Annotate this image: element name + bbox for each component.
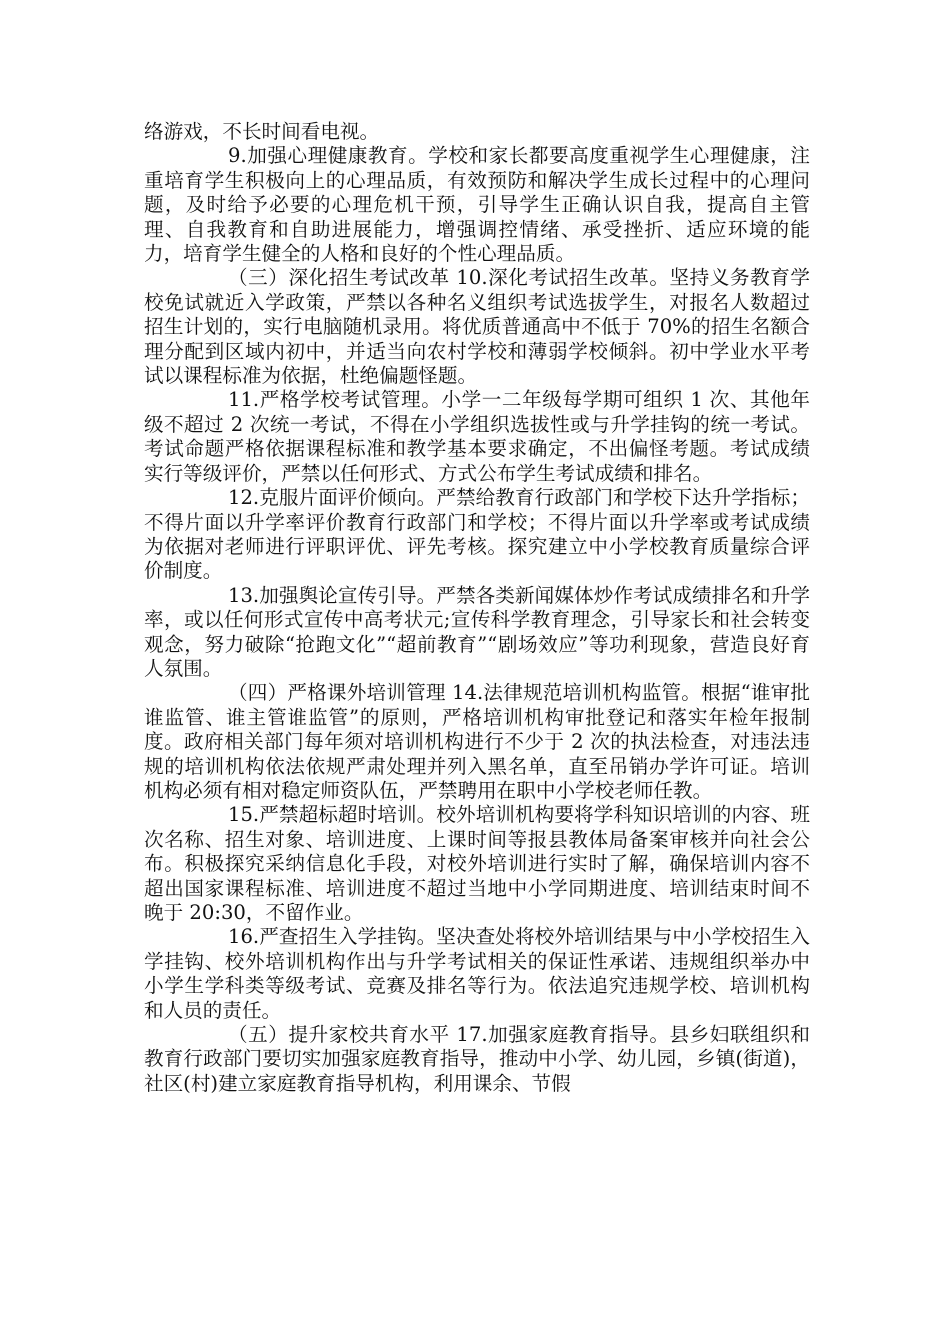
paragraph-item-13: 13.加强舆论宣传引导。严禁各类新闻媒体炒作考试成绩排名和升学率，或以任何形式宣传中高考状元;宣传科学教育理念，引导家长和社会转变观念，努力破除“抢跑文化”“超前教育”“剧场效应”等功利现象，营造良好育人氛围。: [144, 583, 810, 680]
paragraph-item-15: 15.严禁超标超时培训。校外培训机构要将学科知识培训的内容、班次名称、招生对象、培训进度、上课时间等报县教体局备案审核并向社会公布。积极探究采纳信息化手段，对校外培训进行实时了解，确保培训内容不超出国家课程标准、培训进度不超过当地中小学同期进度、培训结束时间不晚于 20:30，不留作业。: [144, 803, 810, 924]
document-body: [144, 120, 810, 1096]
paragraph-item-12: 12.克服片面评价倾向。严禁给教育行政部门和学校下达升学指标；不得片面以升学率评价教育行政部门和学校；不得片面以升学率或考试成绩为依据对老师进行评职评优、评先考核。探究建立中小学校教育质量综合评价制度。: [144, 486, 810, 583]
paragraph-continuation: 络游戏，不长时间看电视。: [144, 120, 380, 143]
paragraph-section-5-item-17: （五）提升家校共育水平 17.加强家庭教育指导。县乡妇联组织和教育行政部门要切实加强家庭教育指导，推动中小学、幼儿园，乡镇(街道)，社区(村)建立家庭教育指导机构，利用课余、节假: [144, 1023, 810, 1095]
paragraph-item-11: 11.严格学校考试管理。小学一二年级每学期可组织 1 次、其他年级不超过 2 次统一考试，不得在小学组织选拔性或与升学挂钩的统一考试。考试命题严格依据课程标准和教学基本要求确定，不出偏怪考题。考试成绩实行等级评价，严禁以任何形式、方式公布学生考试成绩和排名。: [144, 388, 810, 485]
paragraph-section-4-item-14: （四）严格课外培训管理 14.法律规范培训机构监管。根据“谁审批谁监管、谁主管谁监管”的原则，严格培训机构审批登记和落实年检年报制度。政府相关部门每年须对培训机构进行不少于 2 次的执法检查，对违法违规的培训机构依法依规严肃处理并列入黑名单，直至吊销办学许可证。培训机构必须有相对稳定师资队伍，严禁聘用在职中小学校老师任教。: [144, 681, 810, 802]
paragraph-section-3-item-10: （三）深化招生考试改革 10.深化考试招生改革。坚持义务教育学校免试就近入学政策，严禁以各种名义组织考试选拔学生，对报名人数超过招生计划的，实行电脑随机录用。将优质普通高中不低于 70%的招生名额合理分配到区域内初中，并适当向农村学校和薄弱学校倾斜。初中学业水平考试以课程标准为依据，杜绝偏题怪题。: [144, 266, 810, 388]
paragraph-item-16: 16.严查招生入学挂钩。坚决查处将校外培训结果与中小学校招生入学挂钩、校外培训机构作出与升学考试相关的保证性承诺、违规组织举办中小学生学科类等级考试、竞赛及排名等行为。依法追究违规学校、培训机构和人员的责任。: [144, 925, 810, 1022]
paragraph-item-9: 9.加强心理健康教育。学校和家长都要高度重视学生心理健康，注重培育学生积极向上的心理品质，有效预防和解决学生成长过程中的心理问题，及时给予必要的心理危机干预，引导学生正确认识自我，提高自主管理、自我教育和自助进展能力，增强调控情绪、承受挫折、适应环境的能力，培育学生健全的人格和良好的个性心理品质。: [144, 144, 810, 266]
